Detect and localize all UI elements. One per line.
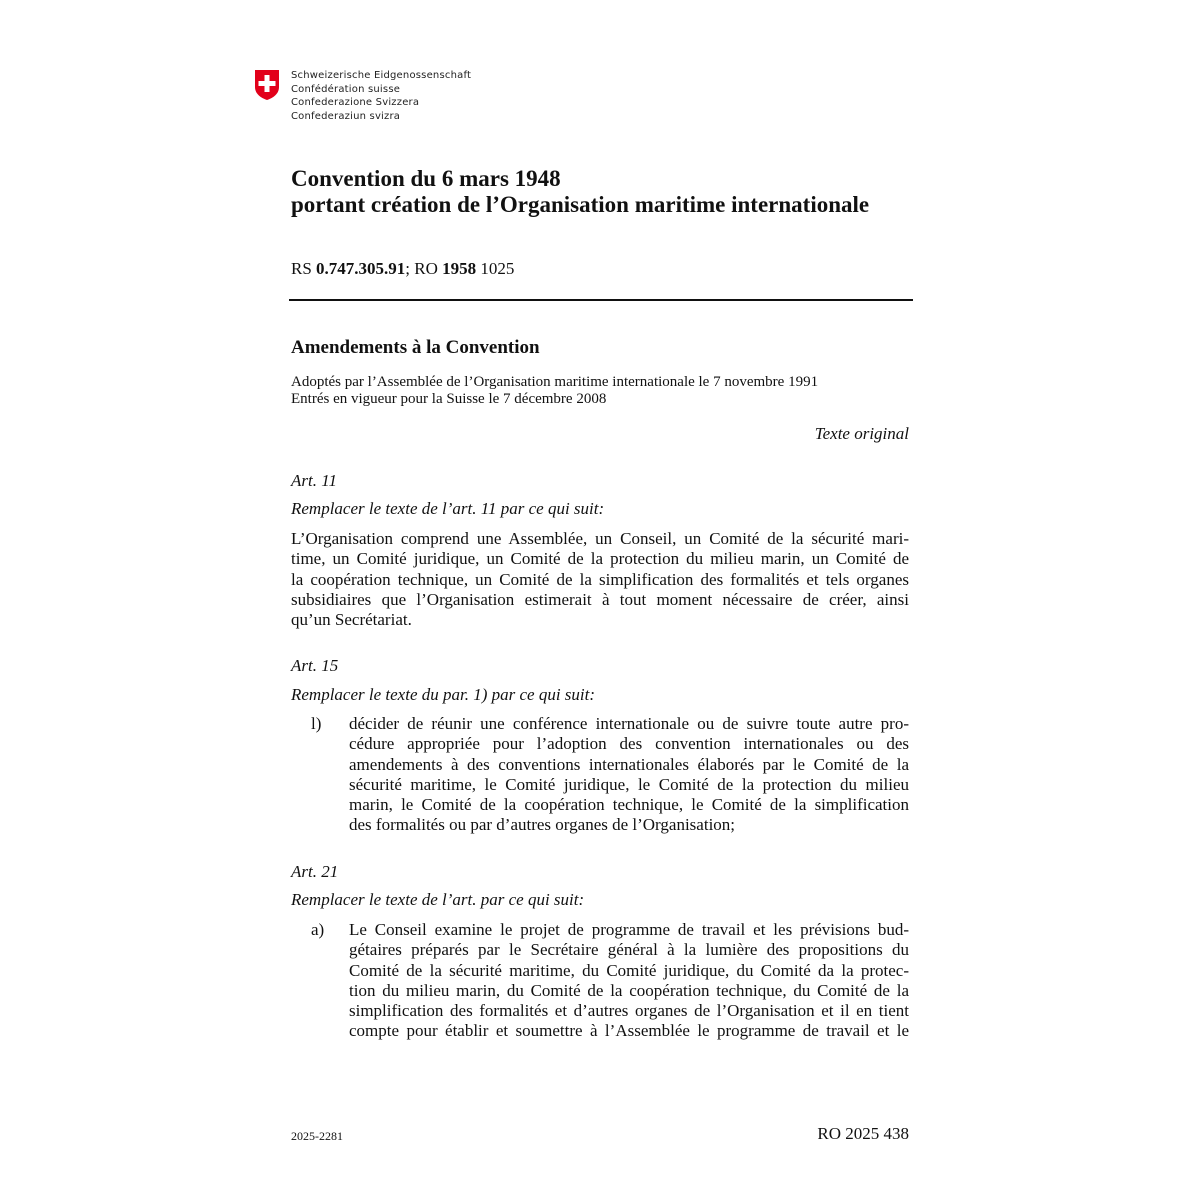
paragraph-line: qu’un Secrétariat. — [291, 610, 412, 630]
list-item-marker: a) — [311, 920, 325, 939]
article-label: Art. 15 — [291, 656, 339, 675]
document-title-line1: Convention du 6 mars 1948 — [291, 166, 561, 191]
article-label: Art. 11 — [291, 471, 337, 490]
ref-ro-year: 1958 — [442, 259, 477, 278]
federation-name-de: Schweizerische Eidgenossenschaft — [291, 70, 472, 81]
list-item-line: compte pour établir et soumettre à l’Assemblée le programme de travail et le — [349, 1021, 909, 1041]
ref-ro-label: ; RO — [405, 259, 443, 278]
list-item-line: décider de réunir une conférence internationale ou de suivre toute autre pro- — [349, 714, 909, 733]
list-item-line: simplification des formalités et d’autres organes de l’Organisation et il en tient — [349, 1001, 909, 1021]
section-heading: Amendements à la Convention — [291, 337, 540, 358]
list-item-line: Comité de la sécurité maritime, du Comité juridique, du Comité da la protec- — [349, 960, 909, 980]
federation-name-fr: Confédération suisse — [291, 83, 401, 95]
list-item-text — [349, 920, 909, 1042]
horizontal-rule — [289, 299, 913, 301]
article-instruction: Remplacer le texte de l’art. 11 par ce qui suit: — [291, 499, 605, 518]
document-reference — [291, 259, 514, 279]
list-item-line: des formalités ou par d’autres organes de l’Organisation; — [349, 815, 736, 835]
list-item-line: tion du milieu marin, du Comité de la coopération technique, du Comité de la — [349, 980, 909, 1000]
list-item-line: Le Conseil examine le projet de programme de travail et les prévisions bud- — [349, 920, 909, 939]
ref-rs-number: 0.747.305.91 — [316, 259, 406, 278]
article-instruction: Remplacer le texte du par. 1) par ce qui suit: — [291, 685, 596, 704]
list-item-line: marin, le Comité de la coopération technique, le Comité de la simplification — [349, 795, 909, 815]
article-label: Art. 21 — [291, 862, 339, 881]
federation-name-it: Confederazione Svizzera — [291, 97, 420, 109]
ref-rs-label: RS — [291, 259, 317, 278]
adoption-date: Adoptés par l’Assemblée de l’Organisation maritime internationale le 7 novembre 1991 — [291, 374, 819, 390]
footer-ro-reference: RO 2025 438 — [817, 1124, 909, 1143]
entry-into-force: Entrés en vigueur pour la Suisse le 7 décembre 2008 — [291, 391, 607, 407]
list-item-line: amendements à des conventions internationales élaborés par le Comité de la — [349, 754, 909, 774]
paragraph-line: la coopération technique, un Comité de la simplification des formalités et tels organes — [291, 569, 909, 589]
ref-ro-page: 1025 — [476, 259, 515, 278]
federation-names — [291, 69, 471, 123]
document-title-line2: portant création de l’Organisation maritime internationale — [291, 192, 870, 217]
footer-document-number: 2025-2281 — [291, 1129, 343, 1143]
paragraph-line: L’Organisation comprend une Assemblée, un Conseil, un Comité de la sécurité mari- — [291, 529, 909, 548]
list-item-line: cédure appropriée pour l’adoption des convention internationales ou des — [349, 734, 909, 754]
list-item-text — [349, 714, 909, 836]
list-item-line: sécurité maritime, le Comité juridique, le Comité de la protection du milieu — [349, 774, 909, 794]
list-item-marker: l) — [311, 714, 322, 733]
paragraph-line: time, un Comité juridique, un Comité de la protection du milieu marin, un Comité de — [291, 549, 909, 569]
paragraph-line: subsidiaires que l’Organisation estimerait à tout moment nécessaire de créer, ainsi — [291, 589, 909, 609]
federation-name-rm: Confederaziun svizra — [291, 110, 401, 122]
article-instruction: Remplacer le texte de l’art. par ce qui suit: — [291, 890, 585, 909]
adoption-info — [291, 374, 818, 408]
document-title — [291, 166, 869, 218]
article-paragraph — [291, 529, 909, 630]
swiss-cross-emblem — [253, 69, 281, 101]
original-text-label: Texte original — [814, 424, 909, 443]
list-item-line: gétaires préparés par le Secrétaire général à la lumière des propositions du — [349, 940, 909, 960]
